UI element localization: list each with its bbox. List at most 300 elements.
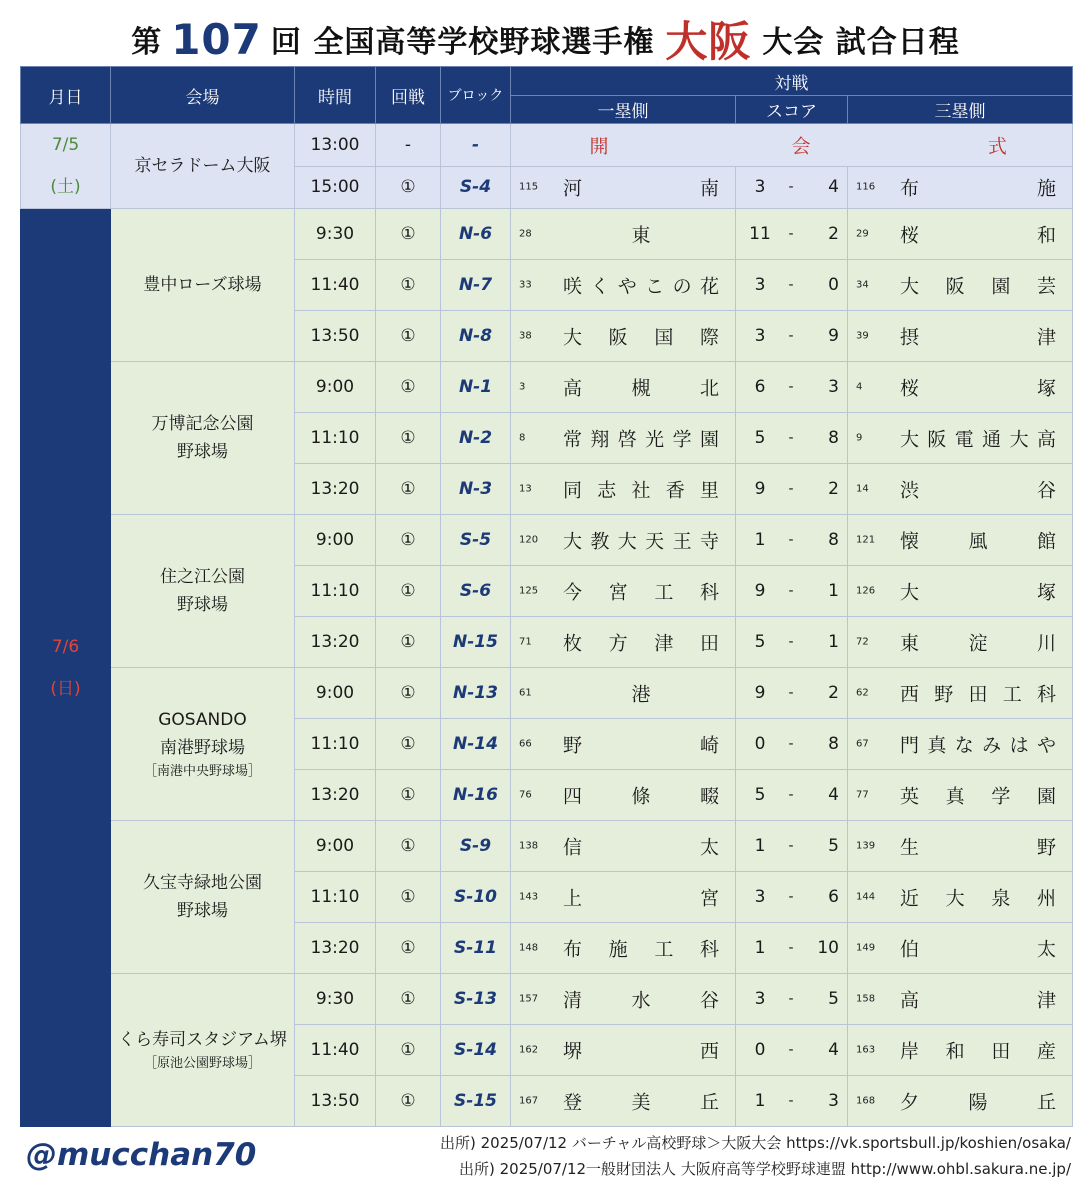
- score-cell: [736, 166, 848, 209]
- third-base-team-number: 158: [856, 993, 876, 1005]
- score-cell: [736, 617, 848, 668]
- first-base-team-name: [563, 174, 719, 201]
- team-name-char: 野: [563, 734, 583, 757]
- game-block: S-11: [441, 923, 511, 974]
- header-venue: 会場: [111, 67, 295, 124]
- third-base-team-name: [900, 680, 1056, 707]
- third-base-team-number: 67: [856, 738, 869, 750]
- team-name-char: 田: [699, 632, 719, 655]
- team-name-char: 夕: [900, 1091, 920, 1114]
- header-date: 月日: [21, 67, 111, 124]
- team-name-char: 大: [900, 275, 920, 298]
- third-base-team-number: 139: [856, 840, 876, 852]
- venue-cell: [111, 974, 295, 1127]
- team-name-char: 大: [563, 326, 583, 349]
- game-time: 11:40: [295, 260, 376, 311]
- score-third: 9: [828, 326, 839, 346]
- score-third: 2: [828, 224, 839, 244]
- venue-cell: [111, 668, 295, 821]
- game-block: N-2: [441, 413, 511, 464]
- score-dash: -: [788, 179, 794, 196]
- game-round: ①: [376, 872, 441, 923]
- game-round: ①: [376, 209, 441, 260]
- header-block: ブロック: [441, 67, 511, 124]
- third-base-team-number: 121: [856, 534, 876, 546]
- third-base-team: [848, 413, 1073, 464]
- team-name-char: 西: [699, 1040, 719, 1063]
- first-base-team-number: 138: [519, 840, 539, 852]
- third-base-team-number: 116: [856, 181, 876, 193]
- venue-cell: [111, 821, 295, 974]
- third-base-team-name: [900, 174, 1056, 201]
- third-base-team: [848, 260, 1073, 311]
- third-base-team-number: 77: [856, 789, 869, 801]
- third-base-team-name: [900, 629, 1056, 656]
- team-name-char: 懐: [900, 530, 920, 553]
- third-base-team-number: 14: [856, 483, 869, 495]
- table-row: [21, 362, 1073, 413]
- third-base-team: [848, 1025, 1073, 1076]
- team-name-char: 川: [1037, 632, 1057, 655]
- game-time: 13:50: [295, 311, 376, 362]
- score-third: 2: [828, 479, 839, 499]
- first-base-team-name: [563, 221, 719, 248]
- third-base-team-name: [900, 1037, 1056, 1064]
- first-base-team-name: [563, 476, 719, 503]
- game-round: ①: [376, 923, 441, 974]
- team-name-char: 高: [563, 377, 583, 400]
- team-name-char: 国: [654, 326, 674, 349]
- team-name-char: 槻: [631, 377, 651, 400]
- venue-cell: [111, 515, 295, 668]
- team-name-char: 谷: [1037, 479, 1057, 502]
- game-round: ①: [376, 821, 441, 872]
- score-third: 5: [828, 836, 839, 856]
- score-cell: [736, 413, 848, 464]
- score-cell: [736, 260, 848, 311]
- team-name-char: 大: [563, 530, 583, 553]
- team-name-char: 高: [900, 989, 920, 1012]
- team-name-char: 阪: [945, 275, 965, 298]
- first-base-team-name: [563, 782, 719, 809]
- team-name-char: み: [982, 734, 1002, 757]
- game-round: ①: [376, 974, 441, 1025]
- team-name-char: 香: [665, 479, 685, 502]
- first-base-team-name: [563, 731, 719, 758]
- team-name-char: 通: [982, 428, 1002, 451]
- score-third: 10: [817, 938, 839, 958]
- team-name-char: 田: [968, 683, 988, 706]
- score-cell: [736, 923, 848, 974]
- team-name-char: 咲: [563, 275, 583, 298]
- third-base-team: [848, 166, 1073, 209]
- venue-name: 豊中ローズ球場: [143, 275, 262, 295]
- header-score: スコア: [736, 96, 848, 124]
- third-base-team: [848, 209, 1073, 260]
- team-name-char: 志: [597, 479, 617, 502]
- team-name-char: 宮: [699, 887, 719, 910]
- score-dash: -: [788, 634, 794, 650]
- team-name-char: 工: [654, 581, 674, 604]
- third-base-team-number: 62: [856, 687, 869, 699]
- score-third: 6: [828, 887, 839, 907]
- team-name-char: 布: [900, 177, 920, 200]
- first-base-team-number: 3: [519, 381, 526, 393]
- score-first: 6: [754, 377, 766, 397]
- team-name-char: 園: [1037, 785, 1057, 808]
- score-cell: [736, 464, 848, 515]
- first-base-team-number: 38: [519, 330, 532, 342]
- title-part3: 大会 試合日程: [762, 25, 960, 60]
- score-dash: -: [788, 787, 794, 803]
- first-base-team-number: 148: [519, 942, 539, 954]
- team-name-char: 岸: [900, 1040, 920, 1063]
- score-dash: -: [788, 379, 794, 395]
- game-time: 15:00: [295, 166, 376, 209]
- first-base-team: [511, 821, 736, 872]
- team-name-char: 大: [900, 581, 920, 604]
- score-third: 4: [828, 785, 839, 805]
- game-time: 11:10: [295, 719, 376, 770]
- team-name-char: 野: [934, 683, 954, 706]
- score-first: 3: [754, 275, 766, 295]
- third-base-team: [848, 974, 1073, 1025]
- team-name-char: 天: [645, 530, 665, 553]
- game-time: 11:40: [295, 1025, 376, 1076]
- game-round: ①: [376, 413, 441, 464]
- team-name-char: 施: [1037, 177, 1057, 200]
- third-base-team: [848, 464, 1073, 515]
- team-name-char: 丘: [699, 1091, 719, 1114]
- team-name-char: 太: [699, 836, 719, 859]
- game-block: S-5: [441, 515, 511, 566]
- score-third: 5: [828, 989, 839, 1009]
- score-cell: [736, 821, 848, 872]
- table-row: [21, 209, 1073, 260]
- team-name-char: 科: [699, 938, 719, 961]
- score-third: 2: [828, 683, 839, 703]
- venue-cell: [111, 209, 295, 362]
- third-base-team-name: [900, 833, 1056, 860]
- first-base-team: [511, 209, 736, 260]
- first-base-team-number: 162: [519, 1044, 539, 1056]
- score-dash: -: [788, 1093, 794, 1109]
- third-base-team: [848, 872, 1073, 923]
- venue-name: くら寿司スタジアム堺: [118, 1030, 287, 1050]
- team-name-char: 学: [672, 428, 692, 451]
- author-handle: @mucchan70: [26, 1137, 257, 1173]
- third-base-team: [848, 311, 1073, 362]
- third-base-team-number: 29: [856, 228, 869, 240]
- team-name-char: 花: [699, 275, 719, 298]
- ceremony-char: 会: [791, 135, 811, 158]
- third-base-team: [848, 617, 1073, 668]
- team-name-char: 風: [968, 530, 988, 553]
- third-base-team-name: [900, 935, 1056, 962]
- score-dash: -: [788, 277, 794, 293]
- team-name-char: 條: [631, 785, 651, 808]
- third-base-team-number: 126: [856, 585, 876, 597]
- team-name-char: 信: [563, 836, 583, 859]
- team-name-char: 園: [991, 275, 1011, 298]
- team-name-char: 和: [1037, 224, 1057, 247]
- team-name-char: 摂: [900, 326, 920, 349]
- team-name-char: 大: [617, 530, 637, 553]
- first-base-team-name: [563, 1037, 719, 1064]
- game-round: ①: [376, 464, 441, 515]
- ceremony-char: 式: [987, 135, 1007, 158]
- team-name-char: 丘: [1037, 1091, 1057, 1114]
- score-first: 1: [754, 938, 766, 958]
- first-base-team-name: [563, 527, 719, 554]
- score-first: 3: [754, 989, 766, 1009]
- venue-name: 万博記念公園: [151, 414, 254, 434]
- team-name-char: 泉: [991, 887, 1011, 910]
- score-first: 9: [754, 683, 766, 703]
- third-base-team-name: [900, 578, 1056, 605]
- team-name-char: 英: [900, 785, 920, 808]
- first-base-team: [511, 311, 736, 362]
- team-name-char: 登: [563, 1091, 583, 1114]
- source-note-1: 出所) 2025/07/12 バーチャル高校野球＞大阪大会 https://vk.sportsbull.jp/koshien/osaka/: [440, 1134, 1071, 1152]
- score-dash: -: [788, 736, 794, 752]
- team-name-char: 津: [654, 632, 674, 655]
- third-base-team-number: 168: [856, 1095, 876, 1107]
- first-base-team-number: 61: [519, 687, 532, 699]
- third-base-team-name: [900, 527, 1056, 554]
- score-dash: -: [788, 583, 794, 599]
- first-base-team-number: 167: [519, 1095, 539, 1107]
- score-dash: -: [788, 991, 794, 1007]
- venue-cell: [111, 124, 295, 209]
- first-base-team: [511, 413, 736, 464]
- team-name-char: 南: [699, 177, 719, 200]
- header-first-base: 一塁側: [511, 96, 736, 124]
- game-time: 13:20: [295, 464, 376, 515]
- team-name-char: 田: [991, 1040, 1011, 1063]
- score-dash: -: [788, 940, 794, 956]
- team-name-char: 教: [590, 530, 610, 553]
- team-name-char: 上: [563, 887, 583, 910]
- venue-subname: ［南港中央野球場］: [143, 764, 261, 779]
- score-third: 3: [828, 377, 839, 397]
- team-name-char: 真: [945, 785, 965, 808]
- team-name-char: 科: [1037, 683, 1057, 706]
- team-name-char: 寺: [699, 530, 719, 553]
- table-row: [21, 515, 1073, 566]
- game-block: N-14: [441, 719, 511, 770]
- venue-cell: [111, 362, 295, 515]
- date-label: 7/6: [51, 636, 80, 657]
- team-name-char: 枚: [563, 632, 583, 655]
- score-first: 11: [749, 224, 771, 244]
- first-base-team-name: [563, 986, 719, 1013]
- third-base-team-number: 39: [856, 330, 869, 342]
- score-first: 0: [754, 734, 766, 754]
- title-part1: 第: [131, 25, 163, 60]
- score-dash: -: [788, 481, 794, 497]
- score-dash: -: [788, 532, 794, 548]
- team-name-char: 園: [699, 428, 719, 451]
- first-base-team-number: 157: [519, 993, 539, 1005]
- date-cell: [21, 209, 111, 1127]
- venue-name: 久宝寺緑地公園: [143, 873, 262, 893]
- first-base-team-number: 33: [519, 279, 532, 291]
- first-base-team-number: 115: [519, 181, 539, 193]
- score-dash: -: [788, 328, 794, 344]
- first-base-team-number: 13: [519, 483, 532, 495]
- score-cell: [736, 872, 848, 923]
- game-round: ①: [376, 362, 441, 413]
- table-row: [21, 668, 1073, 719]
- third-base-team-name: [900, 323, 1056, 350]
- team-name-char: 津: [1037, 989, 1057, 1012]
- third-base-team-name: [900, 986, 1056, 1013]
- first-base-team-name: [563, 1088, 719, 1115]
- game-round: ①: [376, 770, 441, 821]
- score-first: 0: [754, 1040, 766, 1060]
- team-name-char: 和: [945, 1040, 965, 1063]
- team-name-char: 清: [563, 989, 583, 1012]
- team-name-char: 伯: [900, 938, 920, 961]
- team-name-char: 宮: [608, 581, 628, 604]
- team-name-char: 科: [699, 581, 719, 604]
- team-name-char: 近: [900, 887, 920, 910]
- first-base-team-name: [563, 935, 719, 962]
- first-base-team-number: 28: [519, 228, 532, 240]
- score-third: 8: [828, 428, 839, 448]
- score-first: 9: [754, 581, 766, 601]
- game-time: 11:10: [295, 566, 376, 617]
- team-name-char: 施: [608, 938, 628, 961]
- game-block: S-6: [441, 566, 511, 617]
- third-base-team: [848, 566, 1073, 617]
- team-name-char: 北: [699, 377, 719, 400]
- third-base-team: [848, 668, 1073, 719]
- team-name-char: 真: [927, 734, 947, 757]
- game-block: -: [441, 124, 511, 167]
- third-base-team: [848, 770, 1073, 821]
- first-base-team-number: 76: [519, 789, 532, 801]
- game-block: N-13: [441, 668, 511, 719]
- score-first: 1: [754, 1091, 766, 1111]
- score-third: 4: [828, 177, 839, 198]
- third-base-team-number: 163: [856, 1044, 876, 1056]
- game-round: -: [376, 124, 441, 167]
- score-dash: -: [788, 1042, 794, 1058]
- game-time: 13:20: [295, 923, 376, 974]
- first-base-team-name: [563, 833, 719, 860]
- team-name-char: 阪: [927, 428, 947, 451]
- team-name-char: 啓: [617, 428, 637, 451]
- venue-name: 野球場: [177, 595, 228, 615]
- team-name-char: 西: [900, 683, 920, 706]
- first-base-team: [511, 770, 736, 821]
- score-cell: [736, 770, 848, 821]
- third-base-team: [848, 719, 1073, 770]
- team-name-char: 阪: [608, 326, 628, 349]
- score-first: 1: [754, 836, 766, 856]
- score-third: 1: [828, 581, 839, 601]
- game-time: 9:00: [295, 668, 376, 719]
- third-base-team-name: [900, 374, 1056, 401]
- first-base-team: [511, 923, 736, 974]
- score-first: 9: [754, 479, 766, 499]
- team-name-char: 谷: [699, 989, 719, 1012]
- score-dash: -: [788, 838, 794, 854]
- game-block: S-10: [441, 872, 511, 923]
- first-base-team-name: [563, 323, 719, 350]
- game-block: S-14: [441, 1025, 511, 1076]
- team-name-char: 産: [1037, 1040, 1057, 1063]
- team-name-char: 方: [608, 632, 628, 655]
- game-block: N-1: [441, 362, 511, 413]
- team-name-char: 桜: [900, 224, 920, 247]
- header-time: 時間: [295, 67, 376, 124]
- game-round: ①: [376, 719, 441, 770]
- third-base-team-number: 34: [856, 279, 869, 291]
- first-base-team-name: [563, 629, 719, 656]
- first-base-team-name: [563, 374, 719, 401]
- game-time: 11:10: [295, 413, 376, 464]
- first-base-team: [511, 464, 736, 515]
- game-round: ①: [376, 566, 441, 617]
- game-block: S-4: [441, 166, 511, 209]
- score-cell: [736, 566, 848, 617]
- game-block: S-9: [441, 821, 511, 872]
- weekday-label: (日): [50, 678, 81, 699]
- team-name-char: や: [1036, 734, 1056, 757]
- third-base-team-name: [900, 425, 1056, 452]
- first-base-team: [511, 719, 736, 770]
- team-name-char: 大: [1009, 428, 1029, 451]
- first-base-team: [511, 362, 736, 413]
- score-cell: [736, 974, 848, 1025]
- score-third: 1: [828, 632, 839, 652]
- game-round: ①: [376, 1025, 441, 1076]
- team-name-char: 渋: [900, 479, 920, 502]
- team-name-char: 学: [991, 785, 1011, 808]
- team-name-char: 高: [1036, 428, 1056, 451]
- table-row: [21, 124, 1073, 167]
- game-round: ①: [376, 515, 441, 566]
- team-name-char: 港: [631, 683, 651, 706]
- game-block: S-13: [441, 974, 511, 1025]
- team-name-char: 津: [1037, 326, 1057, 349]
- team-name-char: な: [954, 734, 974, 757]
- game-time: 13:20: [295, 617, 376, 668]
- venue-name: 野球場: [177, 901, 228, 921]
- venue-subname: ［原池公園野球場］: [143, 1056, 261, 1071]
- first-base-team: [511, 566, 736, 617]
- game-time: 11:10: [295, 872, 376, 923]
- table-row: [21, 821, 1073, 872]
- score-first: 3: [754, 177, 766, 198]
- score-cell: [736, 311, 848, 362]
- team-name-char: や: [617, 275, 637, 298]
- first-base-team-number: 120: [519, 534, 539, 546]
- team-name-char: 大: [945, 887, 965, 910]
- game-round: ①: [376, 668, 441, 719]
- score-third: 3: [828, 1091, 839, 1111]
- first-base-team-name: [563, 884, 719, 911]
- score-third: 8: [828, 530, 839, 550]
- team-name-char: 陽: [968, 1091, 988, 1114]
- first-base-team: [511, 617, 736, 668]
- team-name-char: 桜: [900, 377, 920, 400]
- third-base-team-number: 144: [856, 891, 876, 903]
- first-base-team-name: [563, 425, 719, 452]
